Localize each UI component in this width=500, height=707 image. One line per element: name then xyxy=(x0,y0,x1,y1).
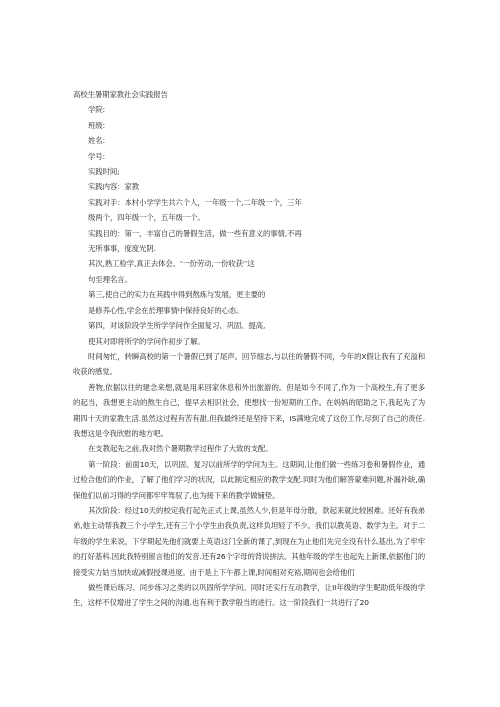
purpose-line: 第四，对该阶段学生所学学问作全面复习、巩固、提高, xyxy=(88,321,266,331)
field-practice-time: 实践时间; xyxy=(88,167,120,177)
paragraph: 时间匆忙，转瞬高校的第一个暑假已到了尾声。回节细志,与以往的暑假不同，今年的X假让我有了充溢和收获的感觉。 xyxy=(73,351,425,377)
document-title: 高校生暑期家教社会实践报告 xyxy=(73,90,168,99)
document-body xyxy=(73,87,425,611)
purpose-line: 其次,熟工检学,真正去体会、‘一份劳动,一份收获‘’这 xyxy=(88,259,255,269)
target-line: 实践对手：本村小学学生共六个人，一年级一个,二年级一个，三年 xyxy=(88,197,302,207)
field-college: 学院: xyxy=(88,105,105,115)
paragraph: 在支教起先之前,我对然个暑期教学过程作了大致的支配。 xyxy=(88,444,273,454)
purpose-line: 句至理名言。 xyxy=(88,274,132,284)
field-practice-content: 实践内容：家教 xyxy=(88,182,140,192)
target-line: 级两个，四年级一个，五年级一个。 xyxy=(88,213,205,223)
paragraph: 善物,依据以往的建念来想,就是用来回家休息和外出旅游的。但是如今不同了,作为一个高校生,有了更多的起当，我想更主动的熬生自己，提早去相识社会，使想找一份短期的工作。在妈妈的昭助之下,我起先了为期四十天的家教生活.虽然这过程有苦有甜,但我最终还是坚持下来，IS满地完成了这份工作,尽到了自己的责任.我想这是令我欣慰的地方吧。 xyxy=(73,382,425,438)
purpose-line: 使其对即将所学的学问作初步了解。 xyxy=(88,336,205,346)
purpose-line: 是修养心性,学会在於理事情中保持良好的心态。 xyxy=(88,305,244,315)
field-student-id: 学号: xyxy=(88,151,105,161)
purpose-line: 无所事事，度度光阴. xyxy=(88,244,156,254)
field-class: 班级: xyxy=(88,120,105,130)
field-name: 姓名: xyxy=(88,136,105,146)
paragraph: 第一阶段：前面10天，以巩固、复习以前所学的学问为主。这期间,让他们做一些练习卷和暑假作业，通过检合他们的作业，了解了他们学习的状况，以此制定相应的教学支配.同时为他们解答蒙难问题,补漏补缺,确保他们以前习得的学问都牢牢驾驭了,也为接下来的教学做铺垫。 xyxy=(73,459,425,500)
paragraph: 其次阶段：经过10天的校定我打起先正式上课,虽然人少,但是年母分散，款起来就比较困难。还好有我弟弟,他主动帮我教三个小学生,还有三个小学生由我负责,这样负坦轻了不少。我们以教英语、数学为主。对于二年级的学生来说，下学期起先他们就要上英语这门全新的课了,到现在为止他们先完全没有什么基出,为了牢牢的打好基科.因此我特别留言他们的发音.还有26个字母的背说拼法。其他年级的学生也起先上新课,依据他门的接受实力姑当加快或减假授课进度。由于是上下午都上课,时间相对充裕,期间也会给他们 xyxy=(73,505,425,577)
purpose-line: 实践目的：第一，丰富自己的暑假生活，做一些有意义的事情,不再 xyxy=(88,228,302,238)
purpose-line: 第三,使自己的实力在其践中得到熬炼与发展，更主要的 xyxy=(88,290,266,300)
paragraph: 做些课后练习、同步练习之类的以巩固所学学问。同时还实行互动教学，让II年级的学生昵助低年级的学生，这样不仅增进了学生之间的沟通.也有利于教学般当的进行。这一阶段我们一共进行了20 xyxy=(73,583,425,608)
